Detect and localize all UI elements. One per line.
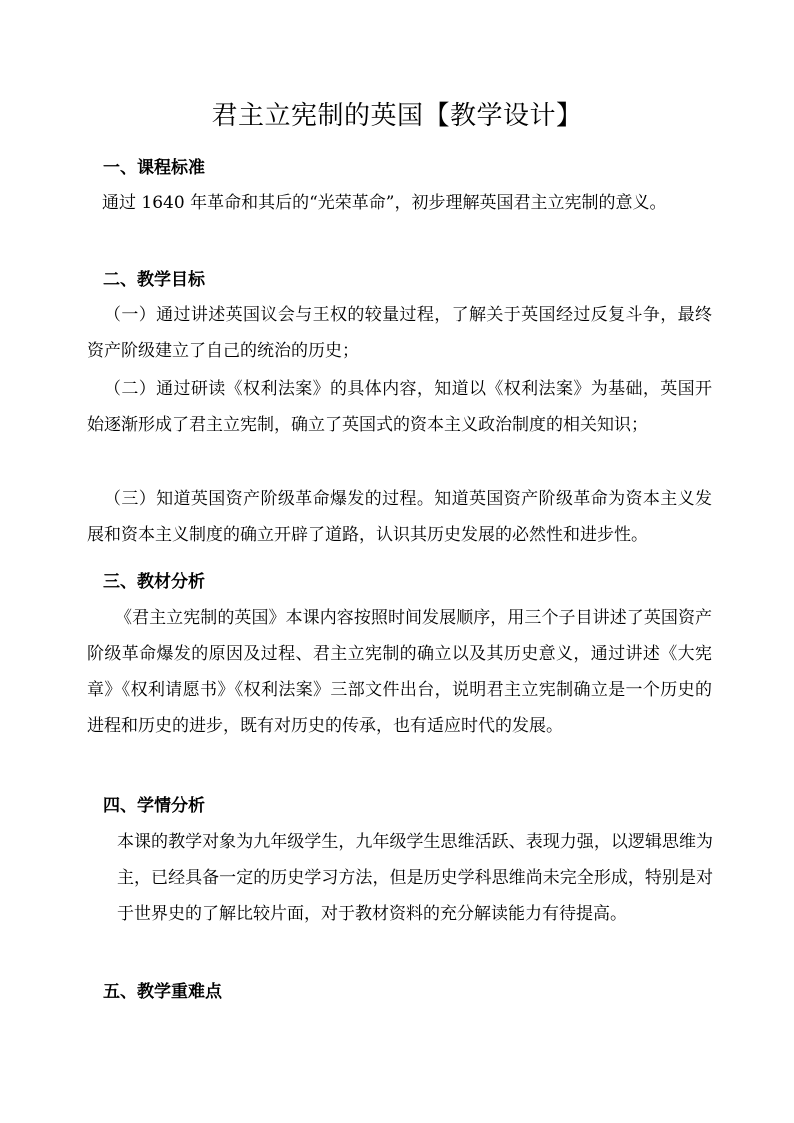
paragraph-textbook-analysis: 《君主立宪制的英国》本课内容按照时间发展顺序，用三个子目讲述了英国资产阶级革命爆发的原因及过程、君主立宪制的确立以及其历史意义，通过讲述《大宪章》《权利请愿书》《权利法案》三部文件出台，说明君主立宪制确立是一个历史的进程和历史的进步，既有对历史的传承，也有适应时代的发展。 — [87, 608, 712, 736]
paragraph-objective-2: （二）通过研读《权利法案》的具体内容，知道以《权利法案》为基础，英国开始逐渐形成了君主立宪制，确立了英国式的资本主义政治制度的相关知识； — [87, 379, 712, 435]
section-heading-key-difficulties: 五、教学重难点 — [103, 982, 222, 1002]
paragraph-curriculum-standard: 通过 1640 年革命和其后的“光荣革命”，初步理解英国君主立宪制的意义。 — [102, 193, 667, 213]
document-title: 君主立宪制的英国【教学设计】 — [211, 101, 583, 131]
section-heading-textbook-analysis: 三、教材分析 — [103, 572, 205, 592]
paragraph-objective-3: （三）知道英国资产阶级革命爆发的过程。知道英国资产阶级革命为资本主义发展和资本主义制度的确立开辟了道路，认识其历史发展的必然性和进步性。 — [87, 489, 712, 545]
paragraph-student-analysis: 本课的教学对象为九年级学生，九年级学生思维活跃、表现力强，以逻辑思维为主，已经具备一定的历史学习方法，但是历史学科思维尚未完全形成，特别是对于世界史的了解比较片面，对于教材资料的充分解读能力有待提高。 — [117, 832, 713, 924]
section-heading-teaching-objectives: 二、教学目标 — [103, 270, 205, 290]
section-heading-curriculum-standard: 一、课程标准 — [103, 158, 205, 178]
section-heading-student-analysis: 四、学情分析 — [103, 796, 205, 816]
paragraph-objective-1: （一）通过讲述英国议会与王权的较量过程，了解关于英国经过反复斗争，最终资产阶级建立了自己的统治的历史； — [87, 305, 712, 361]
